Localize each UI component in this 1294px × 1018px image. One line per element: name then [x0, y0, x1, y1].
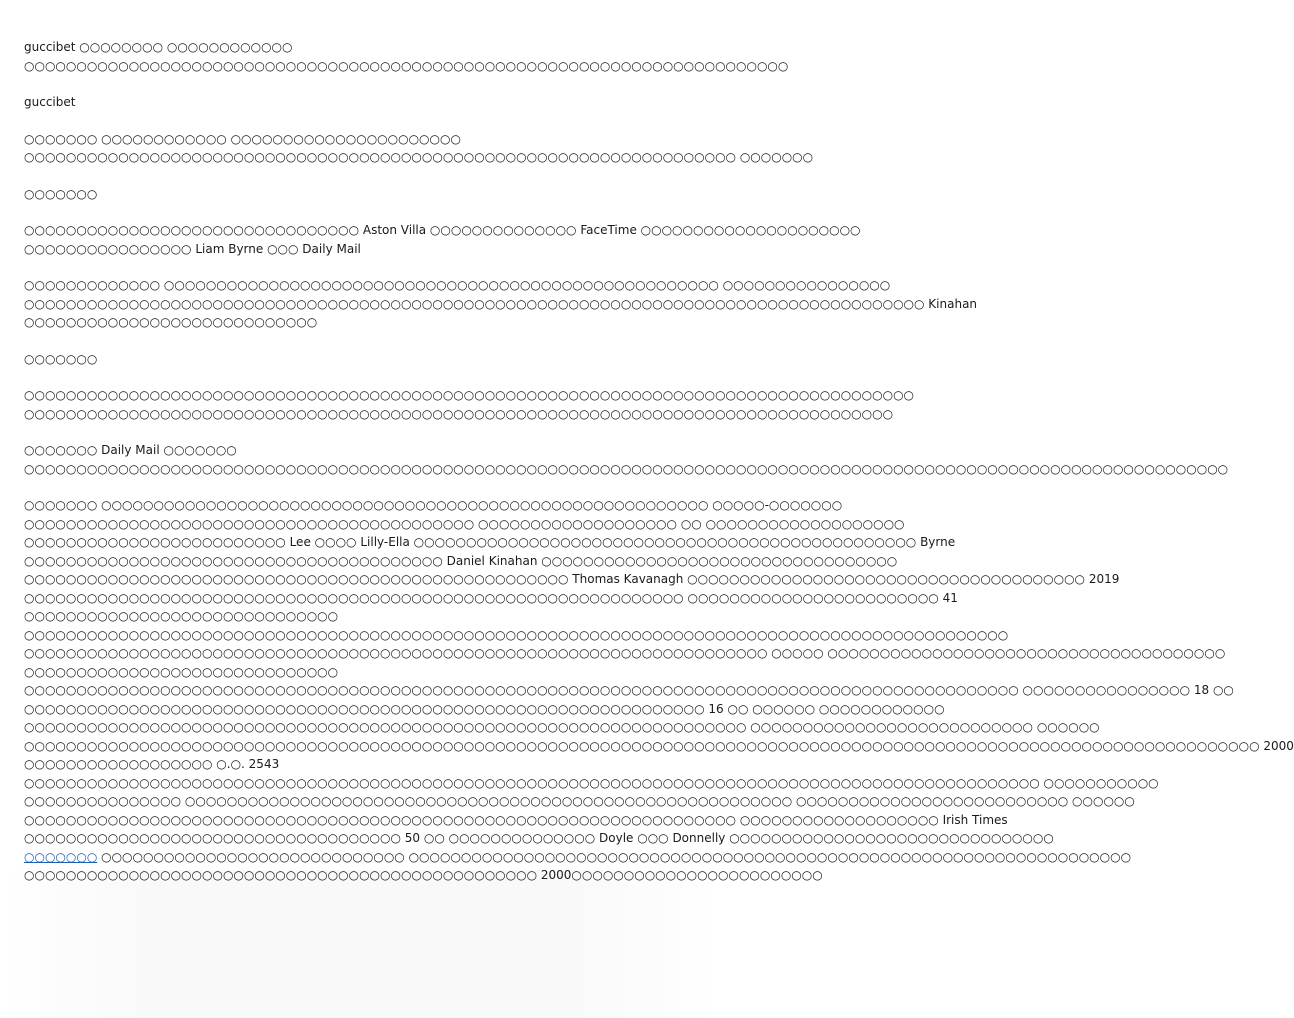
- body-line: ○○○○○○○○○○○○○○○○○○○○○○○○○○○○○○: [24, 664, 339, 679]
- header-line-4: ○○○○○○○ ○○○○○○○○○○○○ ○○○○○○○○○○○○○○○○○○○○○○: [24, 131, 461, 146]
- body-line: ○○○○○○○○○○○○○○○○○○○○○○○○○○○○○○○○○○○○○○○○○○○○○○○○○○○○○○○○○○○○○○○○○○○○○○○○○○○○○○○○○○○○○○○○○○○○○○○○○ ○○○○○○○○○○○: [24, 775, 1159, 790]
- body-last-line: ○○○○○○○○○○○○○○○○○○○○○○○○○○○○○○○○○○○○○○○○○○○○○○○○○ 2000○○○○○○○○○○○○○○○○○○○○○○○○: [24, 868, 823, 882]
- body-line: ○○○○○○○○○○○○○○○○○○○○○○○○○○○○○○○○○○○○○○○○○○○○○○○○○○○○○○○○○○○○○○○○○○○○○○○ ○○○○○ ○○○○○○○○○○○○○○○○○○○○○○○○○○○○○○○○○○○○○○: [24, 646, 1226, 660]
- link-line: [24, 848, 1132, 867]
- footer-background: [0, 870, 720, 1018]
- section-3-heading: ○○○○○○○ Daily Mail ○○○○○○○: [24, 443, 237, 457]
- section-1-heading: ○○○○○○○: [24, 186, 98, 201]
- article: [24, 38, 1294, 885]
- link-line-text: ○○○○○○○○○○○○○○○○○○○○○○○○○○○○○ ○○○○○○○○○○○○○○○○○○○○○○○○○○○○○○○○○○○○○○○○○○○○○○○○○○○○○○○○○○○○○○○○○○○○○: [97, 849, 1132, 864]
- section-1-paragraph-2-line-1: ○○○○○○○○○○○○○ ○○○○○○○○○○○○○○○○○○○○○○○○○○○○○○○○○○○○○○○○○○○○○○○○○○○○○ ○○○○○○○○○○○○○○○○: [24, 278, 891, 292]
- body-line: ○○○○○○○○○○○○○○○○○○○○○○○○○○○○○○○○○○○○○○○○○○○ ○○○○○○○○○○○○○○○○○○○ ○○ ○○○○○○○○○○○○○○○○○○○: [24, 516, 905, 531]
- header-line-5: ○○○○○○○○○○○○○○○○○○○○○○○○○○○○○○○○○○○○○○○○○○○○○○○○○○○○○○○○○○○○○○○○○○○○ ○○○○○○○: [24, 150, 814, 164]
- body-line: ○○○○○○○○○○○○○○○○○○○○○○○○○○○○○○○○○○○○○○○○○○○○○○○○○○○○○○○○○○○○○○○○○○○○ ○○○○○○○○○○○○○○○○○○○ Irish Times: [24, 812, 1008, 827]
- body-line: ○○○○○○○○○○○○○○○○○○○○○○○○○○○○○○○○○○○○○○○○○○○○○○○○○○○○○○○○○○○○○○○○○ 16 ○○ ○○○○○○ ○○○○○○○○○○○○: [24, 701, 945, 716]
- section-1-paragraph-2-line-2: ○○○○○○○○○○○○○○○○○○○○○○○○○○○○○○○○○○○○○○○○○○○○○○○○○○○○○○○○○○○○○○○○○○○○○○○○○○○○○○○○○○○○○○ Kinahan: [24, 296, 978, 311]
- header-line-2: ○○○○○○○○○○○○○○○○○○○○○○○○○○○○○○○○○○○○○○○○○○○○○○○○○○○○○○○○○○○○○○○○○○○○○○○○○: [24, 58, 789, 73]
- body-line: ○○○○○○○○○○○○○○○○○○○○○○○○○○○○○○: [24, 609, 339, 623]
- body-text: [24, 496, 1294, 848]
- body-line: ○○○○○○○○○○○○○○○○○○○○○○○○○○○○○○○○○○○○ 50 ○○ ○○○○○○○○○○○○○○ Doyle ○○○ Donnelly ○○○○○○○○○○○○○○○○○○○○○○○○○○○○○○○: [24, 831, 1054, 845]
- body-line: ○○○○○○○○○○○○○○○○○○○○○○○○○ Lee ○○○○ Lilly-Ella ○○○○○○○○○○○○○○○○○○○○○○○○○○○○○○○○○○○○○○○○○○○○○○○○ Byrne: [24, 535, 956, 549]
- body-line: ○○○○○○○○○○○○○○○○○○○○○○○○○○○○○○○○○○○○○○○○○○○○○○○○○○○○ Thomas Kavanagh ○○○○○○○○○○○○○○○○○○○○○○○○○○○○○○○○○○○○○○ 2019: [24, 572, 1120, 586]
- body-line: ○○○○○○○○○○○○○○○○○○○○○○○○○○○○○○○○○○○○○○○○○○○○○○○○○○○○○○○○○○○○○○○ ○○○○○○○○○○○○○○○○○○○○○○○○ 41: [24, 590, 958, 605]
- body-line: ○○○○○○○○○○○○○○○○○○ ○.○. 2543: [24, 757, 280, 771]
- section-1-paragraph-2-line-3: ○○○○○○○○○○○○○○○○○○○○○○○○○○○○: [24, 315, 318, 329]
- body-line: ○○○○○○○○○○○○○○○○○○○○○○○○○○○○○○○○○○○○○○○○○○○○○○○○○○○○○○○○○○○○○○○○○○○○○○○○○○○○○○○○○○○○○○○○○○○○○○○ ○○○○○○○○○○○○○○○○ 18 ○○: [24, 683, 1234, 697]
- body-line: ○○○○○○○○○○○○○○○○○○○○○○○○○○○○○○○○○○○○○○○○○○○○○○○○○○○○○○○○○○○○○○○○○○○○○○○○○○○○○○○○○○○○○○○○○○○○○○: [24, 627, 1009, 642]
- body-line: ○○○○○○○ ○○○○○○○○○○○○○○○○○○○○○○○○○○○○○○○○○○○○○○○○○○○○○○○○○○○○○○○○○○ ○○○○○-○○○○○○○: [24, 498, 843, 512]
- header-line-1: guccibet ○○○○○○○○ ○○○○○○○○○○○○: [24, 40, 293, 54]
- section-1-paragraph-1-line-1: ○○○○○○○○○○○○○○○○○○○○○○○○○○○○○○○○ Aston Villa ○○○○○○○○○○○○○○ FaceTime ○○○○○○○○○○○○○○○○○○○○○: [24, 223, 861, 237]
- section-2-heading: ○○○○○○○: [24, 351, 98, 366]
- section-2-paragraph-line-2: ○○○○○○○○○○○○○○○○○○○○○○○○○○○○○○○○○○○○○○○○○○○○○○○○○○○○○○○○○○○○○○○○○○○○○○○○○○○○○○○○○○○: [24, 406, 894, 421]
- section-1-paragraph-1-line-2: ○○○○○○○○○○○○○○○○ Liam Byrne ○○○ Daily Mail: [24, 241, 361, 256]
- body-line: ○○○○○○○○○○○○○○○○○○○○○○○○○○○○○○○○○○○○○○○○○○○○○○○○○○○○○○○○○○○○○○○○○○○○○ ○○○○○○○○○○○○○○○○○○○○○○○○○○○ ○○○○○○: [24, 720, 1100, 734]
- site-name: guccibet: [24, 95, 76, 109]
- body-line: ○○○○○○○○○○○○○○○ ○○○○○○○○○○○○○○○○○○○○○○○○○○○○○○○○○○○○○○○○○○○○○○○○○○○○○○○○○○ ○○○○○○○○○○○○○○○○○○○○○○○○○○ ○○○○○○: [24, 794, 1135, 808]
- section-2-paragraph-line-1: ○○○○○○○○○○○○○○○○○○○○○○○○○○○○○○○○○○○○○○○○○○○○○○○○○○○○○○○○○○○○○○○○○○○○○○○○○○○○○○○○○○○○○: [24, 388, 915, 402]
- body-line: ○○○○○○○○○○○○○○○○○○○○○○○○○○○○○○○○○○○○○○○○○○○○○○○○○○○○○○○○○○○○○○○○○○○○○○○○○○○○○○○○○○○○○○○○○○○○○○○○○○○○○○○○○○○○○○○○○○○○○○ 2000: [24, 738, 1294, 753]
- section-3-line: ○○○○○○○○○○○○○○○○○○○○○○○○○○○○○○○○○○○○○○○○○○○○○○○○○○○○○○○○○○○○○○○○○○○○○○○○○○○○○○○○○○○○○○○○○○○○○○○○○○○○○○○○○○○○○○○○○○○: [24, 461, 1229, 476]
- body-line: ○○○○○○○○○○○○○○○○○○○○○○○○○○○○○○○○○○○○○○○○ Daniel Kinahan ○○○○○○○○○○○○○○○○○○○○○○○○○○○○○○○○○○: [24, 553, 898, 568]
- inline-link[interactable]: ○○○○○○○: [24, 849, 98, 864]
